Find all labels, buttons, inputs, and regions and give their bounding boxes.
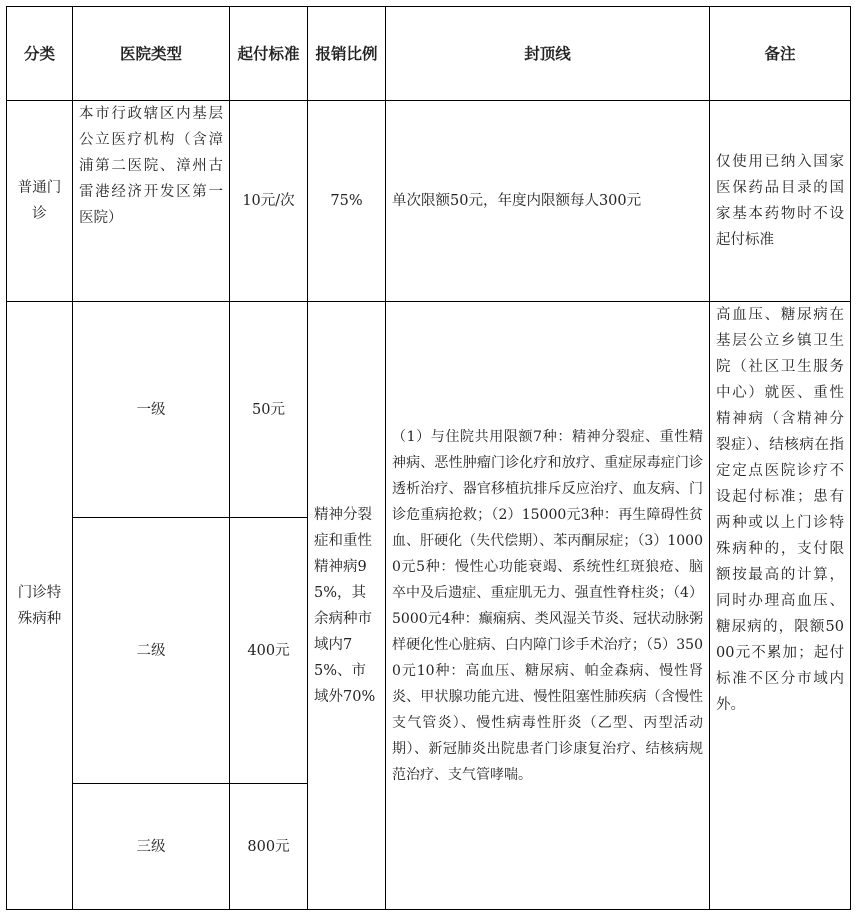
- general-clinic-remarks: 仅使用已纳入国家医保药品目录的国家基本药物时不设起付标准: [710, 101, 851, 302]
- general-clinic-ratio: 75%: [308, 101, 386, 302]
- general-clinic-deductible: 10元/次: [230, 101, 308, 302]
- special-disease-level-1: 一级: [73, 302, 230, 518]
- reimbursement-policy-table: [6, 6, 851, 910]
- special-disease-level-3: 三级: [73, 784, 230, 910]
- general-clinic-hospital-type: 本市行政辖区内基层公立医疗机构（含漳浦第二医院、漳州古雷港经济开发区第一医院）: [73, 101, 230, 302]
- header-category: 分类: [7, 7, 73, 101]
- general-clinic-cap: 单次限额50元，年度内限额每人300元: [386, 101, 710, 302]
- general-clinic-row: [7, 101, 851, 302]
- special-disease-level-1-deductible: 50元: [230, 302, 308, 518]
- special-disease-remarks: 高血压、糖尿病在基层公立乡镇卫生院（社区卫生服务中心）就医、重性精神病（含精神分裂症）、结核病在指定定点医院诊疗不设起付标准；患有两种或以上门诊特殊病种的，支付限额按最高的计算，同时办理高血压、糖尿病的，限额5000元不累加；起付标准不区分市域内外。: [710, 302, 851, 910]
- special-disease-ratio: 精神分裂症和重性精神病95%，其余病种市域内75%、市域外70%: [308, 302, 386, 910]
- header-ratio: 报销比例: [308, 7, 386, 101]
- special-disease-level-2: 二级: [73, 518, 230, 784]
- special-disease-level-2-deductible: 400元: [230, 518, 308, 784]
- special-disease-cap: （1）与住院共用限额7种：精神分裂症、重性精神病、恶性肿瘤门诊化疗和放疗、重症尿毒症门诊透析治疗、器官移植抗排斥反应治疗、血友病、门诊危重病抢救；（2）15000元3种：再生障碍性贫血、肝硬化（失代偿期）、苯丙酮尿症；（3）10000元5种：慢性心功能衰竭、系统性红斑狼疮、脑卒中及后遗症、重症肌无力、强直性脊柱炎；（4）5000元4种：癫痫病、类风湿关节炎、冠状动脉粥样硬化性心脏病、白内障门诊手术治疗；（5）3500元10种：高血压、糖尿病、帕金森病、慢性肾炎、甲状腺功能亢进、慢性阻塞性肺疾病（含慢性支气管炎）、慢性病毒性肝炎（乙型、丙型活动期）、新冠肺炎出院患者门诊康复治疗、结核病规范治疗、支气管哮喘。: [386, 302, 710, 910]
- header-row: [7, 7, 851, 101]
- header-hospital-type: 医院类型: [73, 7, 230, 101]
- general-clinic-category: 普通门诊: [7, 101, 73, 302]
- header-remarks: 备注: [710, 7, 851, 101]
- special-disease-category: 门诊特殊病种: [7, 302, 73, 910]
- header-cap: 封顶线: [386, 7, 710, 101]
- special-disease-level-3-deductible: 800元: [230, 784, 308, 910]
- special-disease-row-level-1: [7, 302, 851, 518]
- header-deductible: 起付标准: [230, 7, 308, 101]
